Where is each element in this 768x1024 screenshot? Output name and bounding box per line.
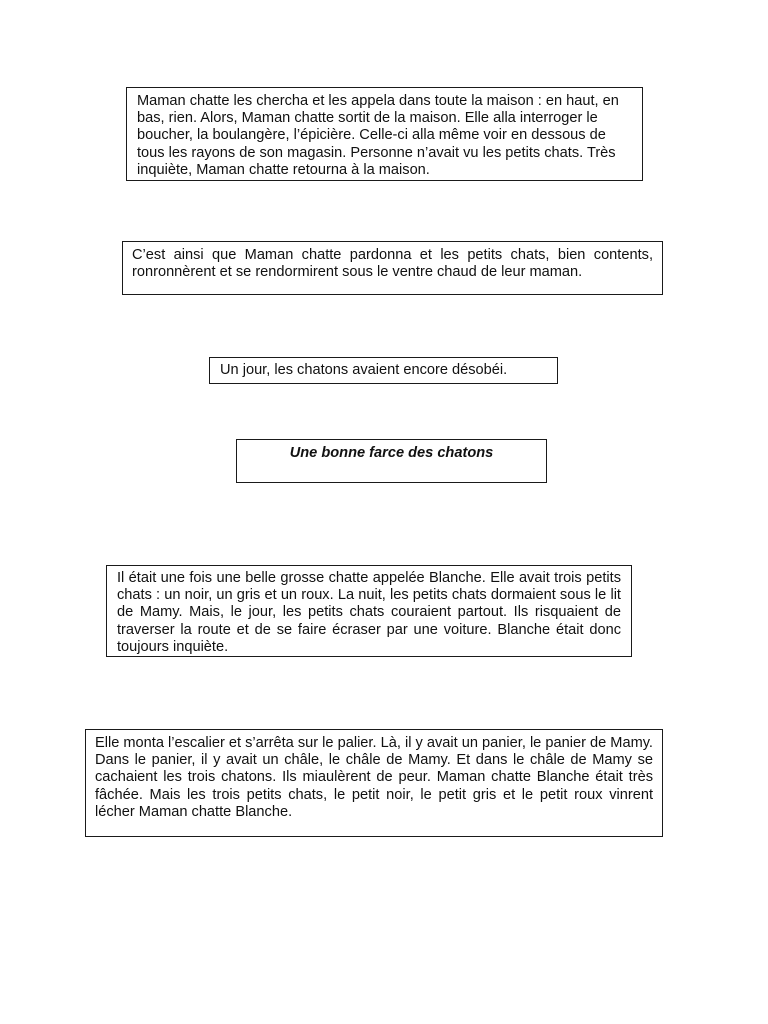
story-box-intro — [106, 565, 632, 657]
story-box-search — [126, 87, 643, 181]
story-text-ending: C’est ainsi que Maman chatte pardonna et les petits chats, bien contents, ronronnèrent et se rendormirent sous le ventre chaud de leur maman. — [132, 247, 653, 281]
story-text-basket: Elle monta l’escalier et s’arrêta sur le palier. Là, il y avait un panier, le panier de Mamy. Dans le panier, il y avait un châle, le châle de Mamy. Et dans le châle de Mamy se cachaient les trois chatons. Ils miaulèrent de peur. Maman chatte Blanche était très fâchée. Mais les trois petits chats, le petit noir, le petit gris et le petit roux vinrent lécher Maman chatte Blanche. — [95, 735, 653, 820]
story-title: Une bonne farce des chatons — [289, 445, 494, 461]
title-box — [236, 439, 547, 483]
story-box-ending — [122, 241, 663, 295]
story-box-basket — [85, 729, 663, 837]
story-box-one-day — [209, 357, 558, 384]
story-text-one-day: Un jour, les chatons avaient encore désobéi. — [220, 362, 508, 378]
story-text-search: Maman chatte les chercha et les appela dans toute la maison : en haut, en bas, rien. Alors, Maman chatte sortit de la maison. Elle alla interroger le boucher, la boulangère, l’épicière. Celle-ci alla même voir en dessous de tous les rayons de son magasin. Personne n’avait vu les petits chats. Très inquiète, Maman chatte retourna à la maison. — [137, 93, 619, 178]
story-text-intro: Il était une fois une belle grosse chatte appelée Blanche. Elle avait trois petits chats : un noir, un gris et un roux. La nuit, les petits chats dormaient sous le lit de Mamy. Mais, le jour, les petits chats couraient partout. Ils risquaient de traverser la route et de se faire écraser par une voiture. Blanche était donc toujours inquiète. — [117, 570, 621, 655]
